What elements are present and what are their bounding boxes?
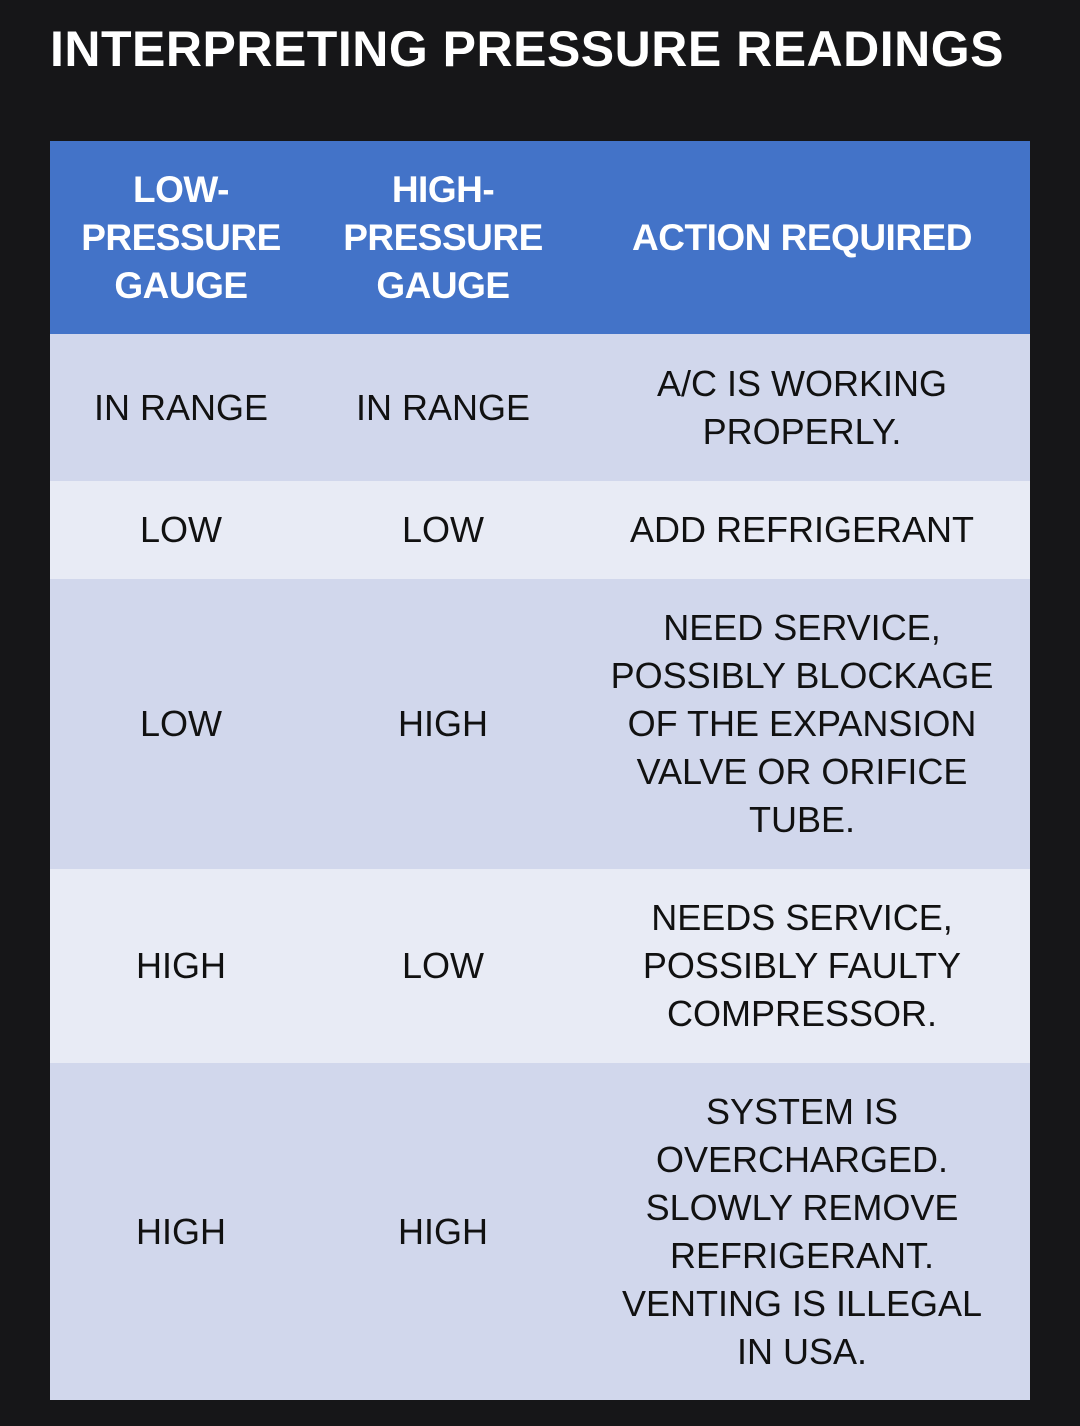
cell-low-pressure: LOW bbox=[50, 579, 312, 869]
cell-action-line: SYSTEM IS bbox=[705, 1090, 899, 1132]
cell-high-pressure: HIGH bbox=[312, 579, 574, 869]
table-header-row bbox=[50, 141, 1030, 334]
cell-action: ADD REFRIGERANT bbox=[574, 481, 1030, 579]
table-row bbox=[50, 481, 1030, 579]
header-low-line-1: LOW- bbox=[133, 168, 229, 210]
cell-action-line: IN USA. bbox=[736, 1330, 868, 1372]
cell-action-line: SLOWLY REMOVE bbox=[645, 1186, 959, 1228]
cell-low-pressure: HIGH bbox=[50, 1063, 312, 1400]
cell-action bbox=[574, 869, 1030, 1063]
header-low-pressure-gauge bbox=[50, 141, 312, 334]
table-row bbox=[50, 1063, 1030, 1400]
header-high-line-2: PRESSURE bbox=[343, 216, 543, 258]
page-title: INTERPRETING PRESSURE READINGS bbox=[50, 21, 1005, 77]
cell-high-pressure: LOW bbox=[312, 481, 574, 579]
header-low-line-3: GAUGE bbox=[114, 264, 248, 306]
cell-action-line: VENTING IS ILLEGAL bbox=[621, 1282, 983, 1324]
table-row bbox=[50, 579, 1030, 869]
cell-action-line: VALVE OR ORIFICE bbox=[636, 751, 968, 792]
cell-high-pressure: LOW bbox=[312, 869, 574, 1063]
table-row bbox=[50, 869, 1030, 1063]
table-row bbox=[50, 334, 1030, 481]
cell-action-line: POSSIBLY BLOCKAGE bbox=[610, 655, 994, 696]
header-high-line-3: GAUGE bbox=[376, 264, 510, 306]
cell-action-line: REFRIGERANT. bbox=[669, 1234, 935, 1276]
header-high-pressure-gauge bbox=[312, 141, 574, 334]
cell-action-line: TUBE. bbox=[748, 799, 855, 840]
header-high-line-1: HIGH- bbox=[391, 168, 495, 210]
cell-low-pressure: IN RANGE bbox=[50, 334, 312, 481]
cell-action bbox=[574, 579, 1030, 869]
header-action-required: ACTION REQUIRED bbox=[574, 141, 1030, 334]
cell-low-pressure: HIGH bbox=[50, 869, 312, 1063]
cell-action-line: A/C IS WORKING bbox=[656, 362, 948, 404]
cell-action-line: OVERCHARGED. bbox=[655, 1138, 949, 1180]
pressure-readings-table bbox=[50, 141, 1030, 1400]
cell-action bbox=[574, 1063, 1030, 1400]
header-low-line-2: PRESSURE bbox=[81, 216, 281, 258]
cell-high-pressure: IN RANGE bbox=[312, 334, 574, 481]
cell-low-pressure: LOW bbox=[50, 481, 312, 579]
cell-action-line: NEEDS SERVICE, bbox=[651, 897, 953, 938]
cell-high-pressure: HIGH bbox=[312, 1063, 574, 1400]
cell-action bbox=[574, 334, 1030, 481]
cell-action-line: NEED SERVICE, bbox=[663, 607, 941, 648]
cell-action-line: OF THE EXPANSION bbox=[627, 703, 977, 744]
cell-action-line: POSSIBLY FAULTY bbox=[642, 945, 962, 986]
cell-action-line: PROPERLY. bbox=[702, 410, 902, 452]
cell-action-line: COMPRESSOR. bbox=[666, 993, 938, 1034]
